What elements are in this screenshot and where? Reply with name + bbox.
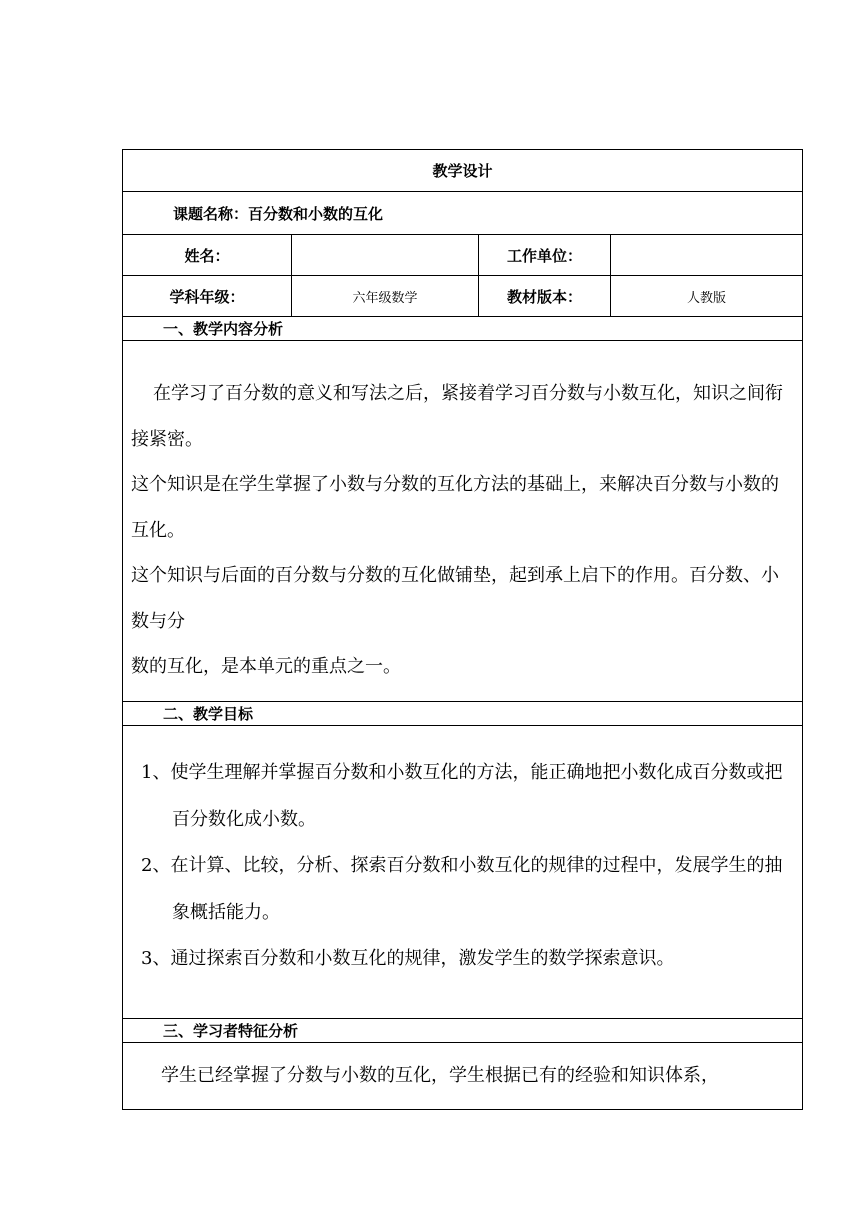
goal-item: 1、使学生理解并掌握百分数和小数互化的方法，能正确地把小数化成百分数或把百分数化成小数。 bbox=[141, 762, 783, 830]
section3-heading: 三、学习者特征分析 bbox=[123, 1019, 802, 1043]
work-unit-label: 工作单位： bbox=[479, 235, 611, 275]
section2-heading: 二、教学目标 bbox=[123, 702, 802, 726]
section1-paragraph: 数的互化，是本单元的重点之一。 bbox=[131, 656, 401, 677]
name-label: 姓名： bbox=[123, 235, 292, 275]
lesson-design-table bbox=[122, 149, 803, 1110]
subject-label: 学科年级： bbox=[123, 276, 292, 316]
section1-heading: 一、教学内容分析 bbox=[123, 317, 802, 341]
subject-row bbox=[123, 276, 802, 317]
section3-paragraph: 学生已经掌握了分数与小数的互化，学生根据已有的经验和知识体系， bbox=[161, 1065, 719, 1086]
lesson-topic: 课题名称：百分数和小数的互化 bbox=[123, 192, 802, 235]
section1-paragraph: 这个知识是在学生掌握了小数与分数的互化方法的基础上，来解决百分数与小数的互化。 bbox=[131, 474, 779, 541]
table-title: 教学设计 bbox=[123, 150, 802, 192]
section1-body bbox=[123, 341, 802, 702]
name-value bbox=[292, 235, 479, 275]
edition-value: 人教版 bbox=[686, 290, 726, 306]
section1-paragraph: 这个知识与后面的百分数与分数的互化做铺垫，起到承上启下的作用。百分数、小数与分 bbox=[131, 565, 779, 632]
goal-item: 2、在计算、比较，分析、探索百分数和小数互化的规律的过程中，发展学生的抽象概括能力。 bbox=[141, 855, 783, 923]
subject-value: 六年级数学 bbox=[292, 276, 479, 316]
edition-label: 教材版本： bbox=[479, 276, 611, 316]
name-row bbox=[123, 235, 802, 276]
section3-body bbox=[123, 1043, 802, 1109]
goal-item: 3、通过探索百分数和小数互化的规律，激发学生的数学探索意识。 bbox=[141, 948, 675, 969]
section2-body bbox=[123, 726, 802, 1019]
section1-paragraph: 在学习了百分数的意义和写法之后，紧接着学习百分数与小数互化，知识之间衔接紧密。 bbox=[131, 383, 783, 450]
work-unit-value bbox=[611, 235, 802, 275]
